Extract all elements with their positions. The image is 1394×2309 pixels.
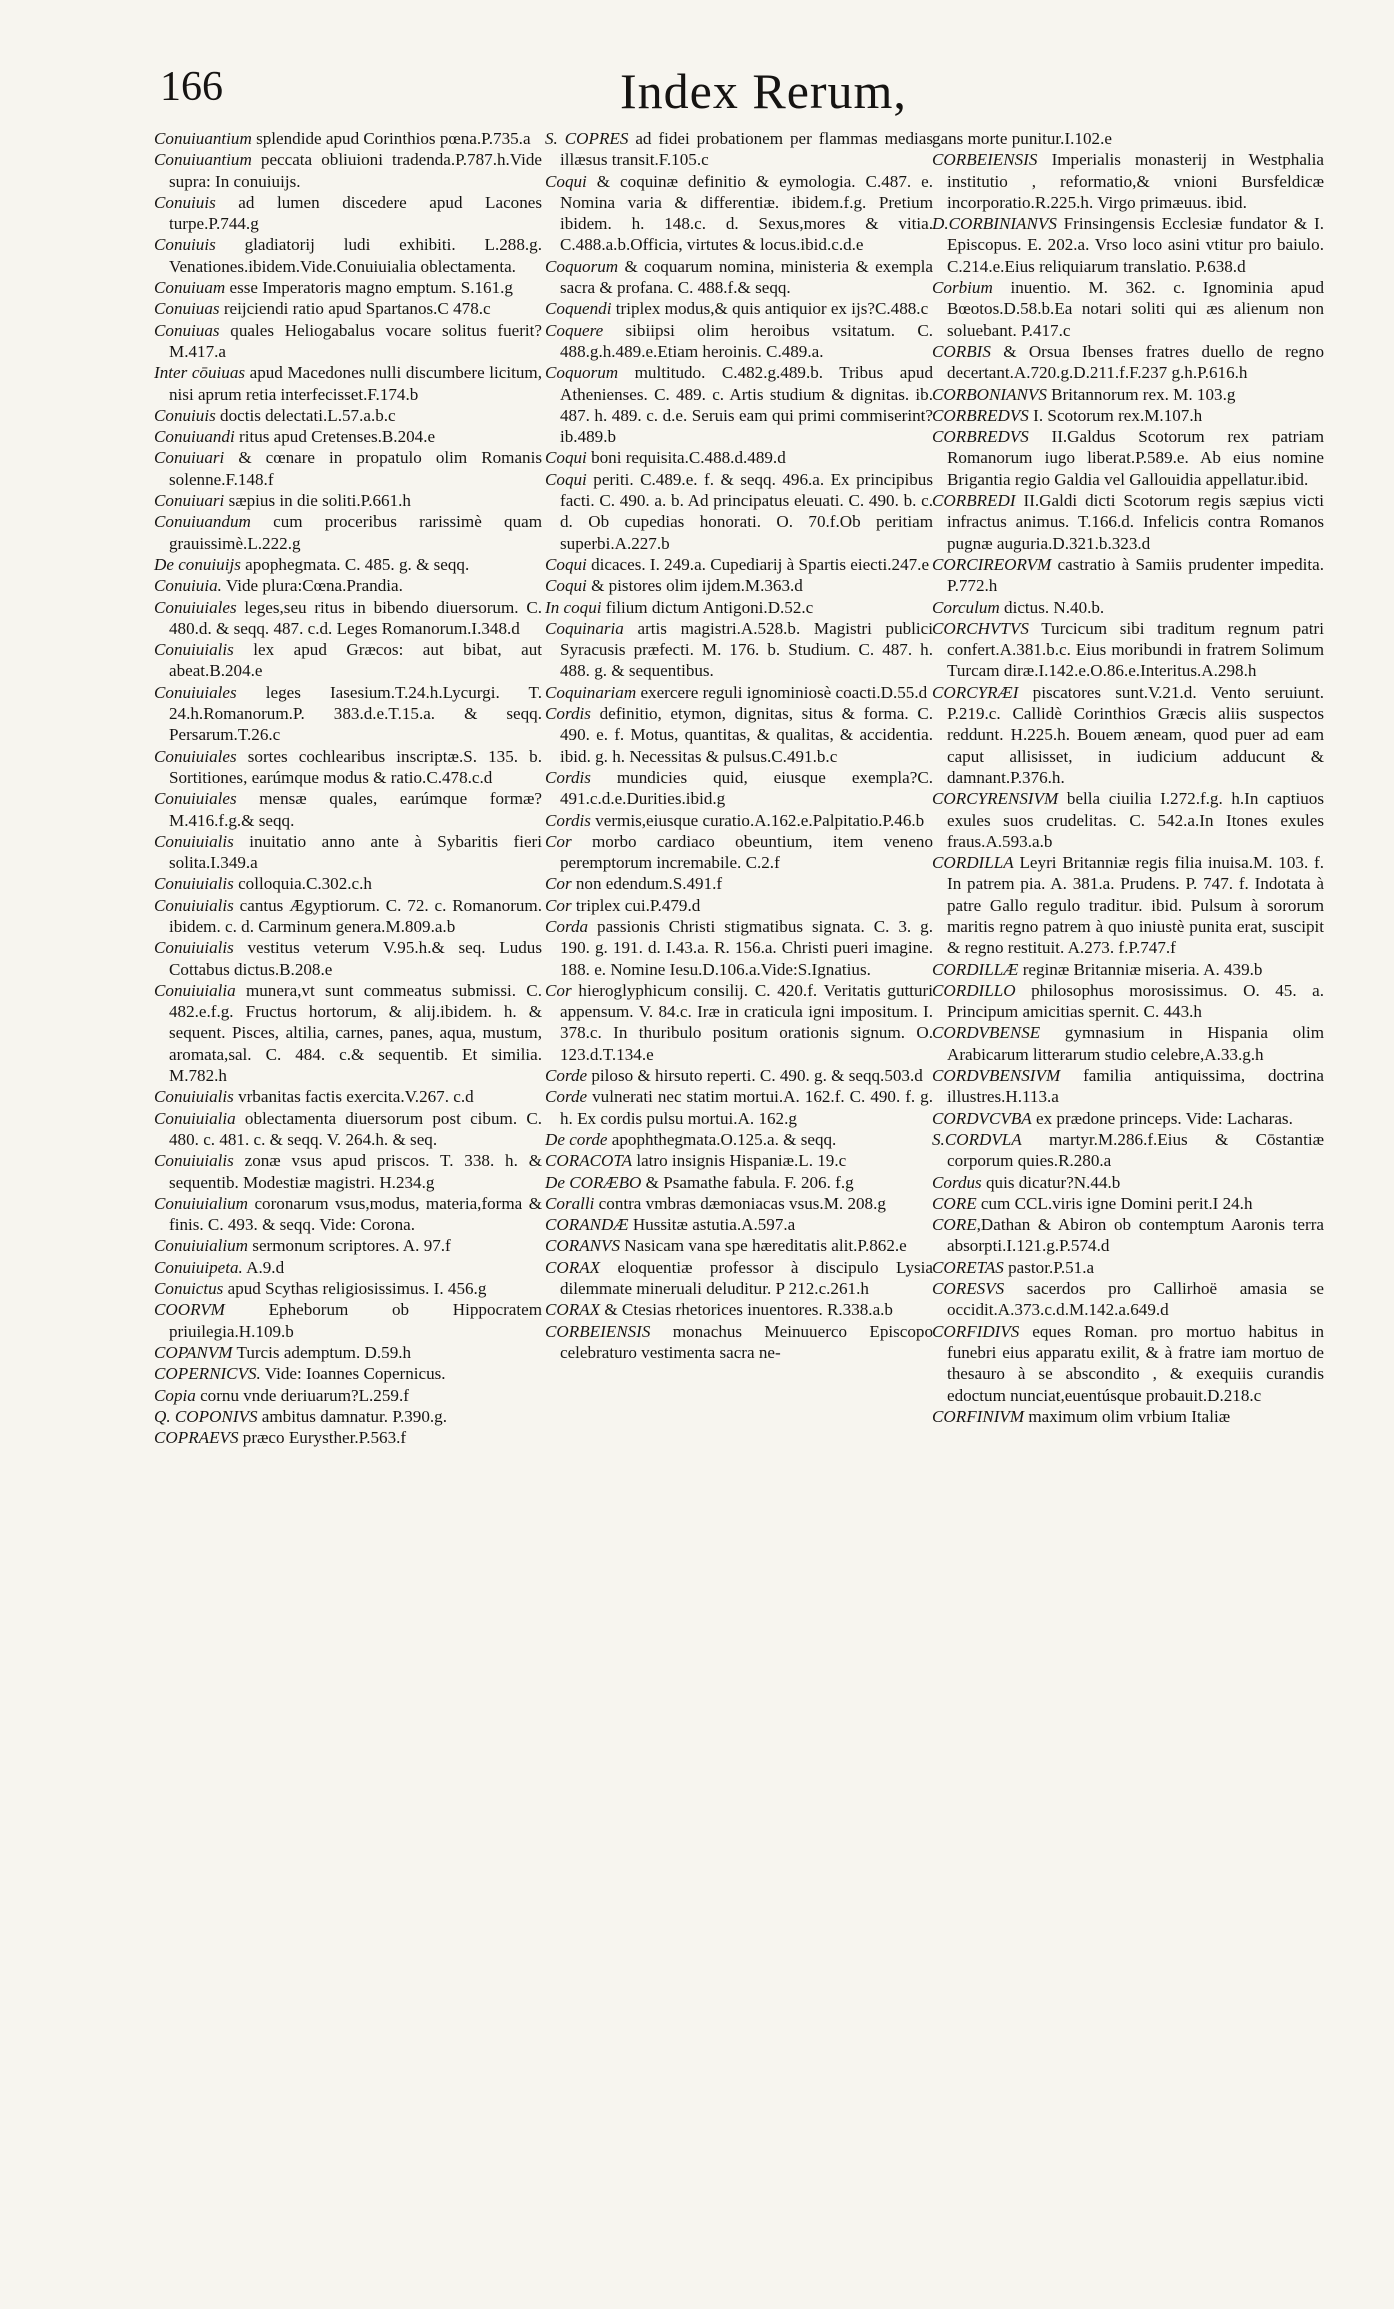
entry-text: triplex cui.P.479.d: [571, 895, 701, 915]
index-entry: [154, 1363, 542, 1384]
index-entry: [932, 384, 1324, 405]
entry-headword: COPANVM: [154, 1342, 233, 1362]
index-entry: [154, 490, 542, 511]
index-entry: [932, 597, 1324, 618]
index-entry: [545, 320, 933, 363]
entry-headword: Conuiuam: [154, 278, 226, 298]
entry-headword: COPRAEVS: [154, 1428, 239, 1448]
entry-text: & coquarum nomina, ministeria & exempla sacra & profana. C. 488.f.& seqq.: [560, 256, 933, 298]
entry-text: Vide: Ioannes Copernicus.: [260, 1364, 446, 1384]
entry-text: reijciendi ratio apud Spartanos.C 478.c: [219, 299, 491, 319]
entry-text: apophthegmata.O.125.a. & seqq.: [607, 1129, 837, 1149]
entry-headword: Conuiuialis: [154, 1151, 234, 1171]
index-entry: [545, 916, 933, 980]
entry-text: I. Scotorum rex.M.107.h: [1028, 405, 1203, 425]
entry-text: Vide plura:Cœna.Prandia.: [221, 576, 403, 596]
index-entry: [932, 1129, 1324, 1172]
entry-headword: Coquinaria: [545, 618, 624, 638]
index-entry: [932, 341, 1324, 384]
entry-text: definitio, etymon, dignitas, situs & forma. C. 490. e. f. Motus, quantitas, & qualitas, & accidentia. ibid. g. h. Necessitas & pulsus.C.491.b.c: [560, 704, 933, 766]
index-entry: [154, 511, 542, 554]
entry-text: ex prædone princeps. Vide: Lacharas.: [1031, 1108, 1293, 1128]
entry-text: ad lumen discedere apud Lacones turpe.P.744.g: [169, 192, 542, 234]
index-entry: [932, 277, 1324, 341]
entry-headword: CORBREDVS: [932, 405, 1029, 425]
entry-headword: CORFINIVM: [932, 1406, 1025, 1426]
entry-headword: Coqui: [545, 469, 587, 489]
entry-headword: Conuiuas: [154, 299, 220, 319]
index-entry: [154, 1385, 542, 1406]
entry-text: vestitus veterum V.95.h.& seq. Ludus Cottabus dictus.B.208.e: [169, 938, 542, 979]
entry-text: monachus Meinuuerco Episcopo celebraturo vestimenta sacra ne-: [560, 1321, 933, 1362]
entry-text: leges,seu ritus in bibendo diuersorum. C. 480.d. & seqq. 487. c.d. Leges Romanorum.I.348.d: [169, 597, 542, 638]
index-entry: [545, 873, 933, 894]
entry-headword: Conuiuipeta.: [154, 1257, 243, 1277]
index-entry: [545, 767, 933, 810]
index-entry: [545, 554, 933, 575]
index-entry: [932, 1406, 1324, 1427]
index-entry: [545, 831, 933, 874]
entry-text: lex apud Græcos: aut bibat, aut abeat.B.204.e: [169, 640, 542, 681]
index-entry: [154, 895, 542, 938]
entry-headword: Conuiuiales: [154, 789, 237, 809]
entry-headword: CORE: [932, 1193, 977, 1213]
entry-headword: CORDILLO: [932, 980, 1016, 1000]
entry-headword: D.CORBINIANVS: [932, 214, 1057, 234]
entry-headword: CORAX: [545, 1257, 601, 1277]
entry-headword: Conuictus: [154, 1279, 224, 1299]
entry-headword: CORANVS: [545, 1236, 621, 1256]
index-column-3: [932, 128, 1324, 1427]
index-entry: [154, 682, 542, 746]
entry-text: dicaces. I. 249.a. Cupediarij à Spartis eiecti.247.e: [586, 554, 930, 574]
entry-headword: Conuiuari: [154, 448, 225, 468]
entry-headword: CORFIDIVS: [932, 1321, 1020, 1341]
index-entry: [154, 597, 542, 640]
index-entry: [545, 256, 933, 299]
index-entry: [545, 362, 933, 447]
entry-headword: COORVM: [154, 1300, 225, 1320]
entry-headword: Conuiuantium: [154, 129, 252, 148]
entry-headword: CORETAS: [932, 1257, 1004, 1277]
entry-text: munera,vt sunt commeatus submissi. C. 482.e.f.g. Fructus hortorum, & alij.ibidem. h. & sequent. Pisces, altilia, carnes, panes, aqua, mustum, aromata,sal. C. 484. c.& sequentib. Et similia. M.782.h: [169, 980, 542, 1086]
index-entry: [932, 1172, 1324, 1193]
entry-headword: Cor: [545, 895, 572, 915]
index-entry: [154, 277, 542, 298]
entry-text: gans morte punitur.I.102.e: [932, 129, 1112, 148]
index-column-2: [545, 128, 933, 1363]
entry-headword: Cordis: [545, 704, 591, 724]
index-entry: [154, 1278, 542, 1299]
entry-text: Turcicum sibi traditum regnum patri confert.A.381.b.c. Eius moribundi in fratrem Solimum Turcam diræ.I.142.e.O.86.e.Interitus.A.298.h: [947, 618, 1324, 681]
entry-headword: CORANDÆ: [545, 1215, 629, 1235]
index-entry: [545, 895, 933, 916]
index-entry: [932, 1065, 1324, 1108]
index-entry: [154, 1406, 542, 1427]
entry-headword: Inter cōuiuas: [154, 363, 246, 383]
index-entry: [545, 298, 933, 319]
index-entry: [545, 1299, 933, 1320]
entry-text: mensæ quales, earúmque formæ? M.416.f.g.& seqq.: [169, 789, 542, 830]
entry-headword: Conuiuiales: [154, 746, 237, 766]
entry-headword: CORACOTA: [545, 1151, 633, 1171]
entry-headword: Corda: [545, 916, 589, 936]
index-entry: [154, 362, 542, 405]
entry-text: doctis delectati.L.57.a.b.c: [215, 405, 396, 425]
entry-headword: CORBREDVS: [932, 427, 1029, 447]
entry-headword: S. COPRES: [545, 129, 629, 148]
index-entry: [545, 1065, 933, 1086]
index-entry: [154, 1299, 542, 1342]
entry-text: Nasicam vana spe hæreditatis alit.P.862.e: [620, 1236, 907, 1256]
index-entry: [154, 1257, 542, 1278]
entry-text: & cœnare in propatulo olim Romanis solenne.F.148.f: [169, 448, 542, 489]
entry-headword: Conuiuis: [154, 405, 216, 425]
entry-text: & Ctesias rhetorices inuentores. R.338.a.b: [600, 1300, 893, 1320]
index-entry: [545, 469, 933, 554]
entry-headword: Coquorum: [545, 256, 619, 276]
index-entry: [932, 1278, 1324, 1321]
index-entry: [154, 554, 542, 575]
index-entry: [932, 1108, 1324, 1129]
entry-headword: Cor: [545, 874, 572, 894]
entry-headword: Cordis: [545, 767, 591, 787]
index-entry: [932, 405, 1324, 426]
entry-headword: Conuiuiales: [154, 682, 237, 702]
entry-headword: CORBEIENSIS: [932, 150, 1038, 170]
index-entry: [545, 1321, 933, 1364]
index-entry: [545, 810, 933, 831]
index-column-1: [154, 128, 542, 1448]
entry-text: splendide apud Corinthios pœna.P.735.a: [251, 129, 531, 148]
entry-text: multitudo. C.482.g.489.b. Tribus apud Athenienses. C. 489. c. Artis studium & dignitas. ib. 487. h. 489. c. d.e. Seruis eam qui primi commiserint? ib.489.b: [560, 363, 933, 447]
index-entry: [932, 213, 1324, 277]
entry-headword: In coqui: [545, 597, 602, 617]
entry-headword: Cor: [545, 831, 572, 851]
entry-text: præco Eurysther.P.563.f: [238, 1428, 407, 1448]
entry-headword: Coqui: [545, 171, 587, 191]
entry-headword: Conuiuialis: [154, 895, 234, 915]
entry-text: non edendum.S.491.f: [571, 874, 723, 894]
entry-text: & coquinæ definitio & eymologia. C.487. e. Nomina varia & differentiæ. ibidem.f.g. Pretium ibidem. h. 148.c. d. Sexus,mores & vitia. C.488.a.b.Officia, virtutes & locus.ibid.c.d.e: [560, 171, 933, 255]
entry-headword: CORCIREORVM: [932, 554, 1052, 574]
entry-text: zonæ vsus apud priscos. T. 338. h. & sequentib. Modestiæ magistri. H.234.g: [169, 1151, 542, 1192]
index-entry: [545, 1235, 933, 1256]
entry-text: sæpius in die soliti.P.661.h: [224, 491, 411, 511]
index-entry: [932, 1193, 1324, 1214]
entry-text: apud Scythas religiosissimus. I. 456.g: [223, 1279, 487, 1299]
entry-headword: De corde: [545, 1129, 608, 1149]
index-entry: [545, 171, 933, 256]
entry-text: coronarum vsus,modus, materia,forma & finis. C. 493. & seqq. Vide: Corona.: [169, 1193, 542, 1235]
entry-text: Britannorum rex. M. 103.g: [1046, 384, 1236, 404]
entry-headword: CORDILLÆ: [932, 959, 1019, 979]
entry-headword: Conuiuantium: [154, 150, 252, 170]
entry-text: colloquia.C.302.c.h: [233, 874, 372, 894]
index-entry: [154, 1342, 542, 1363]
entry-headword: Conuiuialia: [154, 1108, 236, 1128]
entry-text: morbo cardiaco obeuntium, item veneno peremptorum incremabile. C.2.f: [560, 831, 933, 873]
index-entry: [154, 788, 542, 831]
entry-text: gymnasium in Hispania olim Arabicarum litterarum studio celebre,A.33.g.h: [947, 1023, 1324, 1064]
entry-text: Imperialis monasterij in Westphalia institutio , reformatio,& vnioni Bursfeldicæ incorporatio.R.225.h. Virgo primæuus. ibid.: [947, 150, 1324, 212]
index-entry: [545, 1172, 933, 1193]
page-title: Index Rerum,: [620, 63, 907, 119]
index-entry: [545, 128, 933, 171]
entry-text: quis dicatur?N.44.b: [981, 1172, 1121, 1192]
index-entry: [154, 980, 542, 1086]
index-entry: [932, 128, 1324, 149]
entry-text: ,Dathan & Abiron ob contemptum Aaronis terra absorpti.I.121.g.P.574.d: [947, 1215, 1324, 1256]
entry-text: philosophus morosissimus. O. 45. a. Principum amicitias spernit. C. 443.h: [947, 980, 1324, 1022]
entry-headword: Q. COPONIVS: [154, 1406, 258, 1426]
index-entry: [154, 746, 542, 789]
entry-text: martyr.M.286.f.Eius & Cōstantiæ corporum quies.R.280.a: [947, 1129, 1324, 1171]
entry-headword: CORDVBENSIVM: [932, 1066, 1061, 1086]
entry-headword: Conuiuialium: [154, 1193, 249, 1213]
entry-headword: CORE: [932, 1215, 977, 1235]
entry-text: Epheborum ob Hippocratem priuilegia.H.109.b: [169, 1300, 542, 1341]
entry-text: latro insignis Hispaniæ.L. 19.c: [632, 1151, 847, 1171]
entry-headword: CORCYRÆI: [932, 682, 1019, 702]
index-entry: [154, 405, 542, 426]
entry-text: sacerdos pro Callirhoë amasia se occidit.A.373.c.d.M.142.a.649.d: [947, 1279, 1324, 1320]
entry-text: cum proceribus rarissimè quam grauissimè.L.222.g: [169, 512, 542, 553]
index-entry: [154, 1427, 542, 1448]
entry-headword: Cor: [545, 980, 572, 1000]
entry-text: Hussitæ astutia.A.597.a: [628, 1215, 796, 1235]
index-entry: [932, 1214, 1324, 1257]
index-entry: [932, 682, 1324, 788]
entry-headword: COPERNICVS.: [154, 1364, 261, 1384]
entry-headword: Conuiuis: [154, 235, 216, 255]
index-entry: [154, 298, 542, 319]
index-entry: [154, 1150, 542, 1193]
entry-headword: CORESVS: [932, 1279, 1005, 1299]
entry-headword: CORBIS: [932, 341, 991, 361]
entry-headword: Conuiuialis: [154, 831, 234, 851]
entry-text: ad fidei probationem per flammas medias illæsus transit.F.105.c: [560, 129, 933, 170]
entry-text: sibiipsi olim heroibus vsitatum. C. 488.g.h.489.e.Etiam heroinis. C.489.a.: [560, 320, 933, 361]
entry-headword: Copia: [154, 1385, 196, 1405]
index-entry: [545, 682, 933, 703]
index-entry: [154, 128, 542, 149]
entry-text: apud Macedones nulli discumbere licitum, nisi aprum retia interfecisset.F.174.b: [169, 363, 542, 404]
entry-text: piscatores sunt.V.21.d. Vento seruiunt. P.219.c. Callidè Corinthios Græcis aliis suspectos reddunt. H.225.h. Bouem æneam, quod puer ad eam caput allisisset, in iudicium adducunt & damnant.P.376.h.: [947, 682, 1324, 787]
entry-headword: Conuiuialia: [154, 980, 236, 1000]
entry-headword: Conuiuas: [154, 320, 220, 340]
entry-headword: Corbium: [932, 278, 993, 298]
entry-headword: CORDVBENSE: [932, 1023, 1041, 1043]
entry-headword: Corde: [545, 1066, 588, 1086]
entry-headword: CORAX: [545, 1300, 601, 1320]
entry-headword: Coquere: [545, 320, 604, 340]
entry-text: reginæ Britanniæ miseria. A. 439.b: [1018, 959, 1263, 979]
index-entry: [545, 1129, 933, 1150]
index-entry: [154, 1086, 542, 1107]
entry-headword: CORDILLA: [932, 853, 1014, 873]
entry-text: vrbanitas factis exercita.V.267. c.d: [233, 1087, 474, 1107]
index-entry: [154, 234, 542, 277]
entry-headword: Coquinariam: [545, 682, 637, 702]
index-entry: [154, 831, 542, 874]
entry-text: inuitatio anno ante à Sybaritis fieri solita.I.349.a: [169, 831, 542, 873]
entry-text: esse Imperatoris magno emptum. S.161.g: [225, 278, 513, 298]
index-entry: [545, 1214, 933, 1235]
entry-headword: CORBONIANVS: [932, 384, 1047, 404]
entry-text: A.9.d: [242, 1257, 285, 1277]
entry-text: mundicies quid, eiusque exempla?C. 491.c.d.e.Durities.ibid.g: [560, 767, 933, 809]
entry-text: inuentio. M. 362. c. Ignominia apud Bœotos.D.58.b.Ea notari soliti qui æs alienum non soluebant. P.417.c: [947, 278, 1324, 340]
page-number: 166: [160, 64, 223, 110]
entry-text: hieroglyphicum consilij. C. 420.f. Veritatis gutturi appensum. V. 84.c. Iræ in craticula igni impositum. I. 378.c. In thuribulo positum orationis signum. O. 123.d.T.134.e: [560, 980, 933, 1064]
entry-headword: Conuiuialis: [154, 938, 234, 958]
index-entry: [154, 320, 542, 363]
index-entry: [932, 149, 1324, 213]
entry-text: cantus Ægyptiorum. C. 72. c. Romanorum. ibidem. c. d. Carminum genera.M.809.a.b: [169, 895, 542, 936]
entry-text: peccata obliuioni tradenda.P.787.h.Vide supra: In conuiuijs.: [169, 150, 542, 191]
index-entry: [154, 447, 542, 490]
index-entry: [932, 1022, 1324, 1065]
entry-headword: Coqui: [545, 576, 587, 596]
entry-text: familia antiquissima, doctrina illustres.H.113.a: [947, 1066, 1324, 1107]
entry-headword: Conuiuialis: [154, 1087, 234, 1107]
entry-text: artis magistri.A.528.b. Magistri publici Syracusis præfecti. M. 176. b. Studium. C. 487. h. 488. g. & sequentibus.: [560, 618, 933, 681]
entry-headword: Coqui: [545, 448, 587, 468]
entry-text: cum CCL.viris igne Domini perit.I 24.h: [976, 1193, 1253, 1213]
index-entry: [154, 873, 542, 894]
entry-text: ritus apud Cretenses.B.204.e: [234, 427, 436, 447]
entry-text: Frinsingensis Ecclesiæ fundator & I. Episcopus. E. 202.a. Vrso loco asini vtitur pro baiulo. C.214.e.Eius reliquiarum translatio. P.638.d: [947, 214, 1324, 276]
entry-text: triplex modus,& quis antiquior ex ijs?C.488.c: [611, 299, 929, 319]
index-entry: [154, 192, 542, 235]
entry-text: sermonum scriptores. A. 97.f: [248, 1236, 451, 1256]
entry-headword: CORDVCVBA: [932, 1108, 1032, 1128]
index-entry: [545, 703, 933, 767]
index-entry: [545, 1193, 933, 1214]
entry-headword: CORCYRENSIVM: [932, 789, 1059, 809]
entry-headword: Corde: [545, 1087, 588, 1107]
index-entry: [932, 554, 1324, 597]
entry-text: & Psamathe fabula. F. 206. f.g: [641, 1172, 854, 1192]
entry-text: castratio à Samiis prudenter impedita. P.772.h: [947, 554, 1324, 596]
entry-headword: CORCHVTVS: [932, 618, 1029, 638]
entry-text: filium dictum Antigoni.D.52.c: [601, 597, 814, 617]
entry-headword: S.CORDVLA: [932, 1129, 1022, 1149]
entry-text: gladiatorij ludi exhibiti. L.288.g. Venationes.ibidem.Vide.Conuiuialia oblectamenta.: [169, 235, 542, 276]
entry-headword: Conuiuandum: [154, 512, 251, 532]
entry-text: bella ciuilia I.272.f.g. h.In captiuos exules suos crudelitas. C. 542.a.In Itones exules fraus.A.593.a.b: [947, 789, 1324, 851]
index-entry: [154, 1108, 542, 1151]
entry-text: cornu vnde deriuarum?L.259.f: [195, 1385, 409, 1405]
entry-headword: De CORÆBO: [545, 1172, 642, 1192]
entry-text: dictus. N.40.b.: [999, 597, 1105, 617]
entry-headword: Conuiuia.: [154, 576, 222, 596]
entry-text: vulnerati nec statim mortui.A. 162.f. C. 490. f. g. h. Ex cordis pulsu mortui.A. 162.g: [560, 1087, 933, 1128]
entry-headword: Conuiuialium: [154, 1236, 249, 1256]
entry-text: II.Galdus Scotorum rex patriam Romanorum iugo liberat.P.589.e. Ab eius nomine Brigantia regio Galdia vel Gallouidia appellatur.ibid.: [947, 427, 1324, 489]
index-entry: [154, 149, 542, 192]
entry-text: contra vmbras dæmoniacas vsus.M. 208.g: [594, 1193, 886, 1213]
entry-text: Turcis ademptum. D.59.h: [232, 1342, 412, 1362]
entry-text: eloquentiæ professor à discipulo Lysia dilemmate mineruali deluditur. P 212.c.261.h: [560, 1257, 933, 1299]
entry-headword: Coquorum: [545, 363, 619, 383]
entry-headword: Conuiuandi: [154, 427, 235, 447]
index-entry: [154, 575, 542, 596]
entry-headword: Coqui: [545, 554, 587, 574]
entry-text: maximum olim vrbium Italiæ: [1024, 1406, 1231, 1426]
entry-text: passionis Christi stigmatibus signata. C. 3. g. 190. g. 191. d. I.43.a. R. 156.a. Christi pueri imagine. 188. e. Nomine Iesu.D.106.a.Vide:S.Ignatius.: [560, 916, 933, 979]
index-entry: [545, 597, 933, 618]
entry-text: pastor.P.51.a: [1003, 1257, 1095, 1277]
index-entry: [154, 1235, 542, 1256]
entry-text: sortes cochlearibus inscriptæ.S. 135. b. Sortitiones, earúmque modus & ratio.C.478.c.d: [169, 746, 542, 787]
index-entry: [154, 937, 542, 980]
entry-text: exercere reguli ignominiosè coacti.D.55.d: [636, 682, 928, 702]
entry-headword: Cordis: [545, 810, 591, 830]
entry-headword: Cordus: [932, 1172, 982, 1192]
entry-headword: Conuiuis: [154, 192, 216, 212]
entry-headword: Conuiuialis: [154, 874, 234, 894]
entry-text: Leyri Britanniæ regis filia inuisa.M. 103. f. In patrem pia. A. 381.a. Prudens. P. 747. f. Indotata à patre Gallo regulo traditur. ibid. Pulsum à sororum maritis regno patrem à quo iniustè punita erat, suscipit & regno restituit. A.273. f.P.747.f: [947, 853, 1324, 958]
entry-text: leges Iasesium.T.24.h.Lycurgi. T. 24.h.Romanorum.P. 383.d.e.T.15.a. & seqq. Persarum.T.26.c: [169, 682, 542, 745]
index-entry: [545, 1257, 933, 1300]
entry-text: piloso & hirsuto reperti. C. 490. g. & seqq.503.d: [587, 1066, 923, 1086]
index-entry: [545, 575, 933, 596]
index-entry: [932, 490, 1324, 554]
entry-text: quales Heliogabalus vocare solitus fuerit?M.417.a: [169, 320, 542, 361]
index-entry: [932, 1321, 1324, 1406]
index-entry: [545, 1086, 933, 1129]
entry-headword: Conuiuialis: [154, 640, 234, 660]
entry-headword: Conuiuiales: [154, 597, 237, 617]
entry-headword: Corculum: [932, 597, 1000, 617]
entry-headword: Coralli: [545, 1193, 595, 1213]
entry-text: vermis,eiusque curatio.A.162.e.Palpitatio.P.46.b: [590, 810, 925, 830]
entry-text: eques Roman. pro mortuo habitus in funebri eius apparatu exilit, & à fratre iam mortuo de thesauro à se abscondito , & exequiis curandis edoctum nunciat,euentúsque probauit.D.218.c: [947, 1321, 1324, 1405]
entry-headword: De conuiuijs: [154, 554, 241, 574]
index-entry: [545, 980, 933, 1065]
index-entry: [154, 426, 542, 447]
entry-text: boni requisita.C.488.d.489.d: [586, 448, 786, 468]
index-entry: [932, 788, 1324, 852]
entry-headword: CORBREDI: [932, 491, 1016, 511]
entry-text: ambitus damnatur. P.390.g.: [257, 1406, 447, 1426]
index-entry: [154, 1193, 542, 1236]
index-entry: [545, 447, 933, 468]
index-entry: [932, 426, 1324, 490]
entry-text: & Orsua Ibenses fratres duello de regno decertant.A.720.g.D.211.f.F.237 g.h.P.616.h: [947, 341, 1324, 383]
entry-text: & pistores olim ijdem.M.363.d: [586, 576, 803, 596]
index-entry: [932, 618, 1324, 682]
index-entry: [932, 980, 1324, 1023]
index-entry: [545, 618, 933, 682]
entry-headword: Coquendi: [545, 299, 612, 319]
index-entry: [154, 639, 542, 682]
entry-text: periti. C.489.e. f. & seqq. 496.a. Ex principibus facti. C. 490. a. b. Ad principatus eleuati. C. 490. b. c. d. Ob cupedias honorati. O. 70.f.Ob peritiam superbi.A.227.b: [560, 469, 933, 553]
index-entry: [545, 1150, 933, 1171]
entry-text: II.Galdi dicti Scotorum regis sæpius victi infractus animus. T.166.d. Infelicis contra Romanos pugnæ auguria.D.321.b.323.d: [947, 491, 1324, 553]
entry-headword: CORBEIENSIS: [545, 1321, 651, 1341]
index-entry: [932, 959, 1324, 980]
index-entry: [932, 852, 1324, 958]
entry-text: oblectamenta diuersorum post cibum. C. 480. c. 481. c. & seqq. V. 264.h. & seq.: [169, 1108, 542, 1149]
entry-headword: Conuiuari: [154, 491, 225, 511]
entry-text: apophegmata. C. 485. g. & seqq.: [240, 554, 470, 574]
index-entry: [932, 1257, 1324, 1278]
